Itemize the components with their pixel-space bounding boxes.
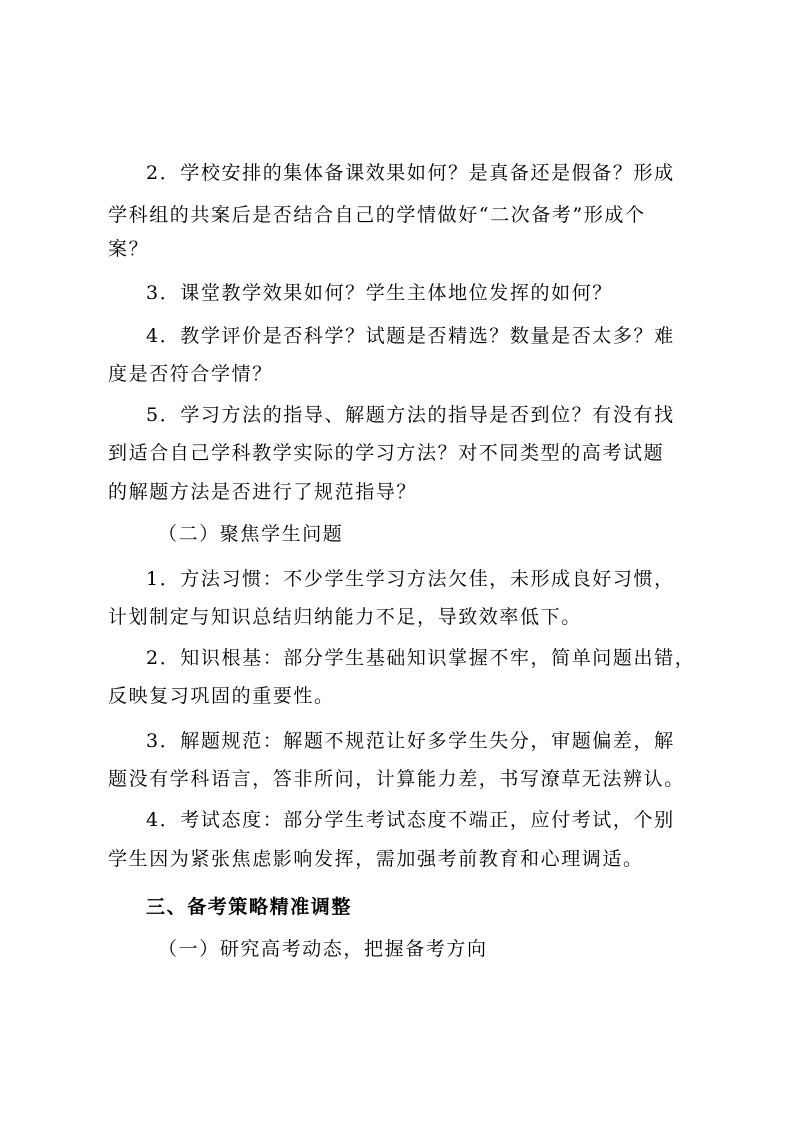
student-item-2-line-1: 2．知识根基：部分学生基础知识掌握不牢，简单问题出错， bbox=[146, 647, 696, 669]
item-5-line-1: 5．学习方法的指导、解题方法的指导是否到位？有没有找 bbox=[146, 404, 675, 426]
item-2-line-3: 案？ bbox=[108, 238, 150, 260]
item-3-line-1: 3．课堂教学效果如何？学生主体地位发挥的如何？ bbox=[146, 282, 613, 304]
item-4-line-1: 4．教学评价是否科学？试题是否精选？数量是否太多？难 bbox=[146, 325, 675, 347]
student-item-1-line-1: 1．方法习惯：不少学生学习方法欠佳，未形成良好习惯， bbox=[146, 568, 675, 590]
item-5-line-3: 的解题方法是否进行了规范指导？ bbox=[108, 481, 418, 503]
student-item-2-line-2: 反映复习巩固的重要性。 bbox=[108, 685, 335, 707]
item-2-line-1: 2．学校安排的集体备课效果如何？是真备还是假备？形成 bbox=[146, 162, 675, 184]
student-item-1-line-2: 计划制定与知识总结归纳能力不足，导致效率低下。 bbox=[108, 606, 582, 628]
section-heading-strategy: 三、备考策略精准调整 bbox=[146, 896, 353, 918]
student-item-3-line-2: 题没有学科语言，答非所问，计算能力差，书写潦草无法辨认。 bbox=[108, 768, 685, 790]
sub-heading-research: （一）研究高考动态，把握备考方向 bbox=[158, 938, 488, 960]
sub-heading-student-issues: （二）聚焦学生问题 bbox=[158, 523, 344, 545]
student-item-4-line-2: 学生因为紧张焦虑影响发挥，需加强考前教育和心理调适。 bbox=[108, 848, 644, 870]
item-4-line-2: 度是否符合学情？ bbox=[108, 363, 273, 385]
student-item-4-line-1: 4．考试态度：部分学生考试态度不端正，应付考试，个别 bbox=[146, 809, 675, 831]
item-5-line-2: 到适合自己学科教学实际的学习方法？对不同类型的高考试题 bbox=[108, 442, 665, 464]
item-2-line-2: 学科组的共案后是否结合自己的学情做好“二次备考”形成个 bbox=[108, 204, 646, 226]
student-item-3-line-1: 3．解题规范：解题不规范让好多学生失分，审题偏差，解 bbox=[146, 730, 675, 752]
